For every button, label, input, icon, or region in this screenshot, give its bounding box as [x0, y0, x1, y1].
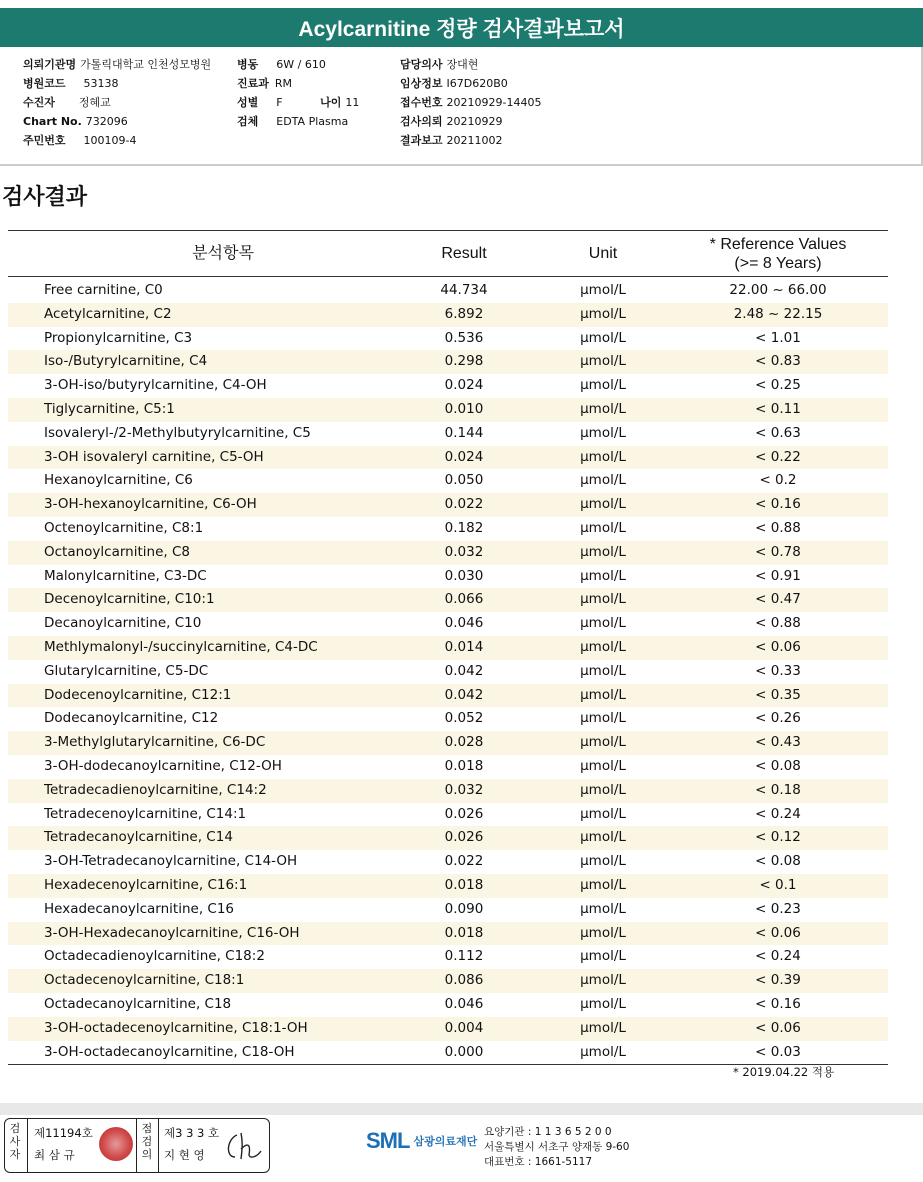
reference-value: < 0.63 — [755, 424, 801, 441]
unit-value: μmol/L — [580, 995, 626, 1012]
hospital-code-label: 병원코드 — [23, 77, 66, 90]
reference-value: < 0.25 — [755, 377, 801, 394]
reference-value: < 0.22 — [755, 448, 801, 465]
reviewer-license: 제3 3 3 호 — [164, 1126, 220, 1140]
report-date-value: 20211002 — [446, 134, 503, 147]
divider — [158, 1119, 159, 1172]
header-reference — [668, 231, 888, 276]
unit-value: μmol/L — [580, 567, 626, 584]
unit-value: μmol/L — [580, 734, 626, 751]
specimen-label: 검체 — [237, 115, 259, 128]
analyte-name: 3-OH-octadecenoylcarnitine, C18:1-OH — [44, 1019, 308, 1036]
doctor-value: 장대현 — [446, 58, 479, 71]
table-row — [8, 446, 888, 470]
reference-value: < 0.91 — [755, 567, 801, 584]
header-col1 — [23, 58, 211, 153]
result-value: 0.046 — [444, 615, 484, 632]
reference-value: < 0.78 — [755, 543, 801, 560]
table-row — [8, 874, 888, 898]
seal-stamp — [99, 1127, 133, 1161]
table-row — [8, 303, 888, 327]
unit-value: μmol/L — [580, 615, 626, 632]
unit-value: μmol/L — [580, 710, 626, 727]
analyte-name: Free carnitine, C0 — [44, 282, 163, 298]
table-row — [8, 327, 888, 351]
reference-value: < 0.08 — [755, 757, 801, 774]
unit-value: μmol/L — [580, 853, 626, 870]
unit-value: μmol/L — [580, 472, 626, 489]
reference-value: < 0.06 — [755, 638, 801, 655]
analyte-name: Propionylcarnitine, C3 — [44, 329, 193, 346]
unit-value: μmol/L — [580, 496, 626, 513]
analyte-name: 3-OH isovaleryl carnitine, C5-OH — [44, 448, 264, 465]
footer-divider — [0, 1103, 923, 1115]
reference-value: < 0.11 — [755, 400, 801, 417]
report-date-label: 결과보고 — [400, 134, 443, 147]
specimen-value: EDTA Plasma — [276, 115, 349, 128]
header-unit: Unit — [588, 245, 618, 262]
result-value: 0.144 — [444, 424, 484, 441]
unit-value: μmol/L — [580, 638, 626, 655]
analyte-name: Iso-/Butyrylcarnitine, C4 — [44, 353, 208, 370]
header-col2 — [237, 58, 359, 134]
resident-no-label: 주민번호 — [23, 134, 66, 147]
result-value: 0.032 — [444, 543, 484, 560]
reference-value: < 0.26 — [755, 710, 801, 727]
reference-value: < 0.24 — [755, 805, 801, 822]
analyte-name: Octadecanoylcarnitine, C18 — [44, 995, 232, 1012]
analyte-name: Malonylcarnitine, C3-DC — [44, 567, 207, 584]
footnote: * 2019.04.22 적용 — [733, 1065, 835, 1079]
analyte-name: Decenoylcarnitine, C10:1 — [44, 591, 215, 608]
analyte-name: Tetradecadienoylcarnitine, C14:2 — [44, 781, 267, 798]
result-value: 0.026 — [444, 829, 484, 846]
chart-no-label: Chart No. — [23, 115, 82, 128]
table-row — [8, 1041, 888, 1065]
analyte-name: Dodecenoylcarnitine, C12:1 — [44, 686, 232, 703]
org-info — [484, 1125, 629, 1170]
org-phone: 대표번호 : 1661-5117 — [484, 1156, 593, 1168]
header-col3 — [400, 58, 541, 153]
result-value: 0.536 — [444, 329, 484, 346]
sex-label: 성별 — [237, 96, 259, 109]
sml-logo-name: 삼광의료재단 — [413, 1135, 478, 1148]
analyte-name: Octenoylcarnitine, C8:1 — [44, 519, 204, 536]
analyte-name: 3-Methylglutarylcarnitine, C6-DC — [44, 734, 266, 751]
request-date-value: 20210929 — [446, 115, 503, 128]
table-row — [8, 731, 888, 755]
unit-value: μmol/L — [580, 377, 626, 394]
result-value: 0.018 — [444, 757, 484, 774]
sex-value: F — [276, 96, 283, 109]
analyte-name: Glutarylcarnitine, C5-DC — [44, 662, 209, 679]
reference-value: < 0.2 — [759, 472, 797, 489]
department-value: RM — [274, 77, 293, 90]
table-row — [8, 279, 888, 303]
unit-value: μmol/L — [580, 282, 626, 298]
reference-value: < 0.16 — [755, 496, 801, 513]
unit-value: μmol/L — [580, 686, 626, 703]
results-table — [8, 230, 888, 1065]
table-row — [8, 803, 888, 827]
unit-value: μmol/L — [580, 781, 626, 798]
analyte-name: Octanoylcarnitine, C8 — [44, 543, 190, 560]
unit-value: μmol/L — [580, 1043, 626, 1060]
reference-value: < 0.06 — [755, 1019, 801, 1036]
table-row — [8, 969, 888, 993]
unit-value: μmol/L — [580, 900, 626, 917]
result-value: 0.046 — [444, 995, 484, 1012]
table-row — [8, 517, 888, 541]
result-value: 0.000 — [444, 1043, 484, 1060]
table-row — [8, 374, 888, 398]
reference-value: < 0.1 — [759, 876, 797, 893]
table-row — [8, 565, 888, 589]
table-row — [8, 922, 888, 946]
org-address: 서울특별시 서초구 양재동 9-60 — [484, 1141, 630, 1153]
result-value: 0.024 — [444, 448, 484, 465]
table-row — [8, 636, 888, 660]
reference-value: < 0.83 — [755, 353, 801, 370]
reference-value: < 1.01 — [755, 329, 801, 346]
unit-value: μmol/L — [580, 805, 626, 822]
report-title: Acylcarnitine 정량 검사결과보고서 — [0, 8, 923, 47]
reference-value: < 0.12 — [755, 829, 801, 846]
table-row — [8, 826, 888, 850]
patient-label: 수진자 — [23, 96, 55, 109]
reference-value: < 0.88 — [755, 615, 801, 632]
result-value: 0.182 — [444, 519, 484, 536]
divider — [27, 1119, 28, 1172]
unit-value: μmol/L — [580, 948, 626, 965]
org-code: 요양기관 : 1 1 3 6 5 2 0 0 — [484, 1126, 612, 1138]
table-row — [8, 493, 888, 517]
table-row — [8, 612, 888, 636]
reviewer-label: 점검의 — [141, 1122, 153, 1161]
reference-value: < 0.16 — [755, 995, 801, 1012]
result-value: 0.004 — [444, 1019, 484, 1036]
doctor-label: 담당의사 — [400, 58, 443, 71]
resident-no-value: 100109-4 — [83, 134, 137, 147]
reference-value: < 0.43 — [755, 734, 801, 751]
patient-value: 정혜교 — [78, 96, 111, 109]
result-value: 0.022 — [444, 496, 484, 513]
ward-label: 병동 — [237, 58, 259, 71]
reference-value: < 0.24 — [755, 948, 801, 965]
hospital-code-value: 53138 — [83, 77, 119, 90]
reviewer-name: 지 현 영 — [164, 1148, 205, 1162]
result-value: 0.024 — [444, 377, 484, 394]
result-value: 0.090 — [444, 900, 484, 917]
department-label: 진료과 — [237, 77, 269, 90]
request-date-label: 검사의뢰 — [400, 115, 443, 128]
table-row — [8, 469, 888, 493]
table-row — [8, 755, 888, 779]
receipt-no-label: 접수번호 — [400, 96, 443, 109]
result-value: 0.086 — [444, 972, 484, 989]
chart-no-value: 732096 — [85, 115, 128, 128]
unit-value: μmol/L — [580, 662, 626, 679]
table-header — [8, 230, 888, 277]
header-analyte: 분석항목 — [192, 245, 254, 262]
analyte-name: Methlymalonyl-/succinylcarnitine, C4-DC — [44, 638, 318, 655]
analyte-name: 3-OH-octadecanoylcarnitine, C18-OH — [44, 1043, 295, 1060]
result-value: 0.022 — [444, 853, 484, 870]
analyte-name: Hexadecanoylcarnitine, C16 — [44, 900, 235, 917]
result-value: 0.028 — [444, 734, 484, 751]
table-row — [8, 684, 888, 708]
sml-logo — [366, 1128, 477, 1154]
table-row — [8, 993, 888, 1017]
analyte-name: Octadecadienoylcarnitine, C18:2 — [44, 948, 265, 965]
hospital-label: 의뢰기관명 — [23, 58, 77, 71]
result-value: 0.018 — [444, 924, 484, 941]
reference-value: < 0.03 — [755, 1043, 801, 1060]
unit-value: μmol/L — [580, 876, 626, 893]
divider — [136, 1119, 137, 1172]
analyte-name: Decanoylcarnitine, C10 — [44, 615, 202, 632]
analyte-name: Octadecenoylcarnitine, C18:1 — [44, 972, 245, 989]
unit-value: μmol/L — [580, 591, 626, 608]
result-value: 0.112 — [444, 948, 484, 965]
reference-value: < 0.08 — [755, 853, 801, 870]
signature-box — [4, 1118, 270, 1173]
table-body — [8, 277, 888, 1065]
reference-value: < 0.47 — [755, 591, 801, 608]
result-value: 0.032 — [444, 781, 484, 798]
table-row — [8, 541, 888, 565]
unit-value: μmol/L — [580, 448, 626, 465]
table-row — [8, 779, 888, 803]
reference-value: < 0.06 — [755, 924, 801, 941]
unit-value: μmol/L — [580, 305, 626, 322]
analyte-name: 3-OH-Tetradecanoylcarnitine, C14-OH — [44, 853, 298, 870]
analyte-name: 3-OH-iso/butyrylcarnitine, C4-OH — [44, 377, 267, 394]
analyte-name: Tetradecanoylcarnitine, C14 — [44, 829, 233, 846]
unit-value: μmol/L — [580, 757, 626, 774]
header-reference-line2: (>= 8 Years) — [734, 254, 822, 272]
table-row — [8, 1017, 888, 1041]
analyte-name: 3-OH-Hexadecanoylcarnitine, C16-OH — [44, 924, 300, 941]
unit-value: μmol/L — [580, 829, 626, 846]
unit-value: μmol/L — [580, 972, 626, 989]
table-row — [8, 850, 888, 874]
result-value: 0.298 — [444, 353, 484, 370]
unit-value: μmol/L — [580, 519, 626, 536]
reference-value: < 0.35 — [755, 686, 801, 703]
result-value: 0.042 — [444, 686, 484, 703]
result-value: 0.050 — [444, 472, 484, 489]
reference-value: < 0.23 — [755, 900, 801, 917]
result-value: 6.892 — [444, 305, 484, 322]
reference-value: < 0.39 — [755, 972, 801, 989]
tester-label: 검사자 — [9, 1122, 21, 1161]
ward-value: 6W / 610 — [276, 58, 326, 71]
unit-value: μmol/L — [580, 353, 626, 370]
table-row — [8, 398, 888, 422]
clinical-info-label: 임상정보 — [400, 77, 443, 90]
table-row — [8, 660, 888, 684]
unit-value: μmol/L — [580, 329, 626, 346]
hospital-value: 가톨릭대학교 인천성모병원 — [80, 58, 212, 71]
table-row — [8, 350, 888, 374]
result-value: 0.042 — [444, 662, 484, 679]
table-row — [8, 588, 888, 612]
age-value: 11 — [345, 96, 360, 109]
reference-value: < 0.33 — [755, 662, 801, 679]
age-label: 나이 — [320, 96, 342, 109]
analyte-name: Acetylcarnitine, C2 — [44, 305, 172, 322]
reference-value: 2.48 ~ 22.15 — [733, 305, 823, 322]
header-result: Result — [441, 245, 487, 262]
table-row — [8, 898, 888, 922]
table-row — [8, 707, 888, 731]
unit-value: μmol/L — [580, 400, 626, 417]
tester-name: 최 삼 규 — [34, 1148, 75, 1162]
tester-license: 제11194호 — [34, 1126, 93, 1140]
analyte-name: Tiglycarnitine, C5:1 — [44, 400, 175, 417]
result-value: 0.030 — [444, 567, 484, 584]
unit-value: μmol/L — [580, 1019, 626, 1036]
result-value: 0.014 — [444, 638, 484, 655]
analyte-name: Tetradecenoylcarnitine, C14:1 — [44, 805, 247, 822]
result-value: 0.026 — [444, 805, 484, 822]
sml-logo-mark: SML — [366, 1128, 410, 1153]
receipt-no-value: 20210929-14405 — [446, 96, 542, 109]
clinical-info-value: I67D620B0 — [446, 77, 508, 90]
result-value: 0.052 — [444, 710, 484, 727]
result-value: 0.010 — [444, 400, 484, 417]
reference-value: 22.00 ~ 66.00 — [729, 282, 827, 298]
analyte-name: Isovaleryl-/2-Methylbutyrylcarnitine, C5 — [44, 424, 311, 441]
result-value: 44.734 — [440, 282, 488, 298]
header-reference-line1: * Reference Values — [709, 235, 847, 253]
signature-image — [223, 1129, 265, 1163]
table-row — [8, 945, 888, 969]
section-title: 검사결과 — [2, 185, 88, 210]
reference-value: < 0.18 — [755, 781, 801, 798]
unit-value: μmol/L — [580, 543, 626, 560]
analyte-name: Hexadecenoylcarnitine, C16:1 — [44, 876, 248, 893]
analyte-name: 3-OH-dodecanoylcarnitine, C12-OH — [44, 757, 282, 774]
unit-value: μmol/L — [580, 924, 626, 941]
analyte-name: Hexanoylcarnitine, C6 — [44, 472, 193, 489]
table-row — [8, 422, 888, 446]
unit-value: μmol/L — [580, 424, 626, 441]
result-value: 0.018 — [444, 876, 484, 893]
result-value: 0.066 — [444, 591, 484, 608]
analyte-name: Dodecanoylcarnitine, C12 — [44, 710, 219, 727]
reference-value: < 0.88 — [755, 519, 801, 536]
analyte-name: 3-OH-hexanoylcarnitine, C6-OH — [44, 496, 257, 513]
